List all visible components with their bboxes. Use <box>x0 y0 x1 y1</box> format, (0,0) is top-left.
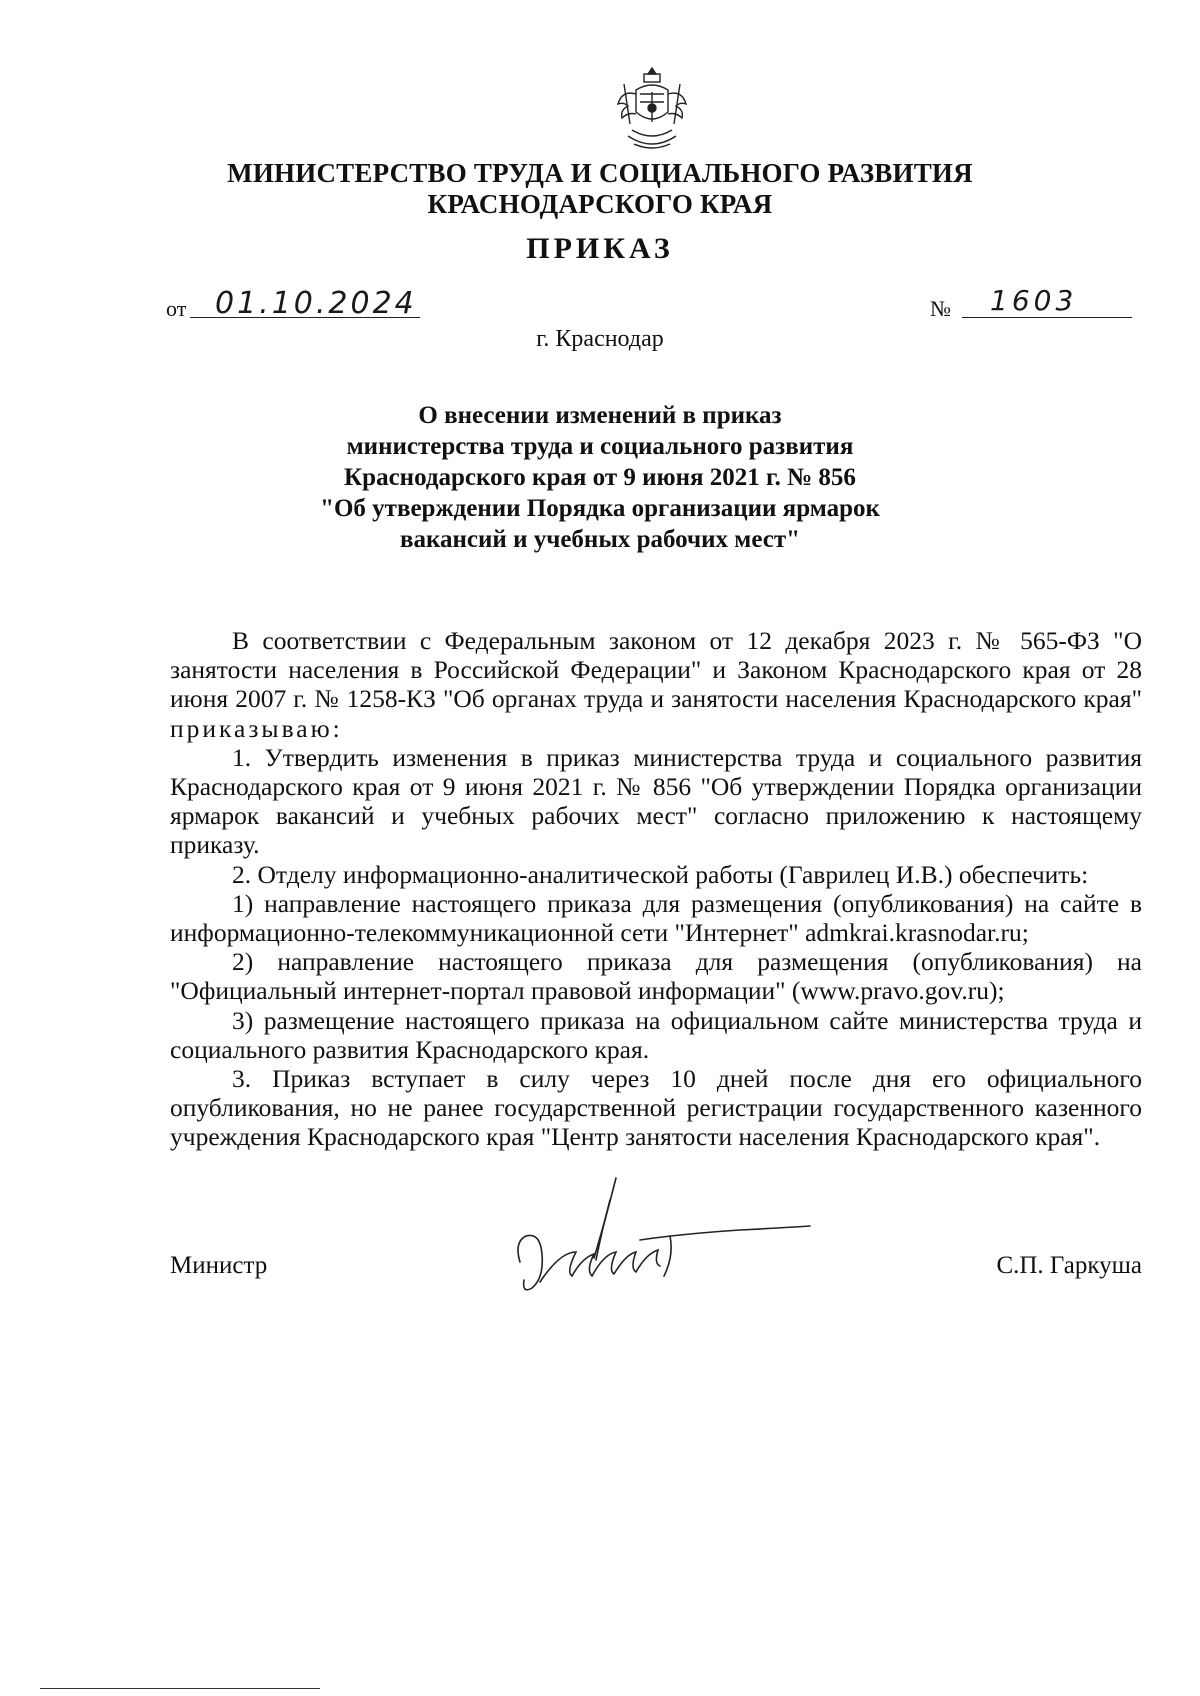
body-paragraph: 3) размещение настоящего приказа на официальном сайте министерства труда и социального развития Краснодарского края. <box>170 1005 1142 1064</box>
body-paragraph: 1) направление настоящего приказа для размещения (опубликования) на сайте в информационно-телекоммуникационной сети "Интернет" admkrai.krasnodar.ru; <box>170 888 1142 948</box>
subject-line: вакансий и учебных рабочих мест" <box>400 526 800 553</box>
number-underline <box>962 317 1132 318</box>
subject-line: Краснодарского края от 9 июня 2021 г. № 856 <box>344 464 856 491</box>
order-body <box>170 626 1142 1152</box>
number-label: № <box>930 296 951 321</box>
krasnodar-coat-of-arms-icon <box>614 64 690 154</box>
date-label: от <box>166 296 187 321</box>
order-subject <box>240 400 960 555</box>
subject-line: министерства труда и социального развития <box>346 433 854 460</box>
subject-line: О внесении изменений в приказ <box>418 402 782 429</box>
ministry-name <box>180 158 1020 220</box>
body-paragraph-preamble <box>170 626 1142 743</box>
preamble-text: В соответствии с Федеральным законом от 12 декабря 2023 г. № 565-ФЗ "О занятости населения в Российской Федерации" и Законом Краснодарского края от 28 июня 2007 г. № 1258-КЗ "Об органах труда и занятости населения Краснодарского края" <box>170 626 1142 714</box>
body-paragraph: 1. Утвердить изменения в приказ министерства труда и социального развития Краснодарского края от 9 июня 2021 г. № 856 "Об утверждении Порядка организации ярмарок вакансий и учебных рабочих мест" согласно приложению к настоящему приказу. <box>170 742 1142 860</box>
document-type: ПРИКАЗ <box>526 232 674 265</box>
subject-line: "Об утверждении Порядка организации ярмарок <box>320 495 880 522</box>
order-number: 1603 <box>990 284 1078 317</box>
body-paragraph: 3. Приказ вступает в силу через 10 дней после дня его официального опубликования, но не ранее государственной регистрации государственного казенного учреждения Краснодарского края "Центр занятости населения Краснодарского края". <box>170 1064 1142 1152</box>
signatory-name: С.П. Гаркуша <box>996 1252 1142 1279</box>
signatory-position: Министр <box>170 1252 268 1279</box>
city: г. Краснодар <box>536 326 664 352</box>
footer-divider <box>40 1688 320 1689</box>
ministry-name-line1: МИНИСТЕРСТВО ТРУДА И СОЦИАЛЬНОГО РАЗВИТИЯ <box>227 158 973 188</box>
body-paragraph: 2) направление настоящего приказа для размещения (опубликования) на "Официальный интернет-портал правовой информации" (www.pravo.gov.ru); <box>170 947 1142 1006</box>
handwritten-signature-icon <box>500 1170 820 1310</box>
body-paragraph: 2. Отделу информационно-аналитической работы (Гаврилец И.В.) обеспечить: <box>232 859 1089 889</box>
ministry-name-line2: КРАСНОДАРСКОГО КРАЯ <box>427 189 773 219</box>
order-word: приказываю: <box>170 713 343 743</box>
order-date: 01.10.2024 <box>215 286 417 321</box>
